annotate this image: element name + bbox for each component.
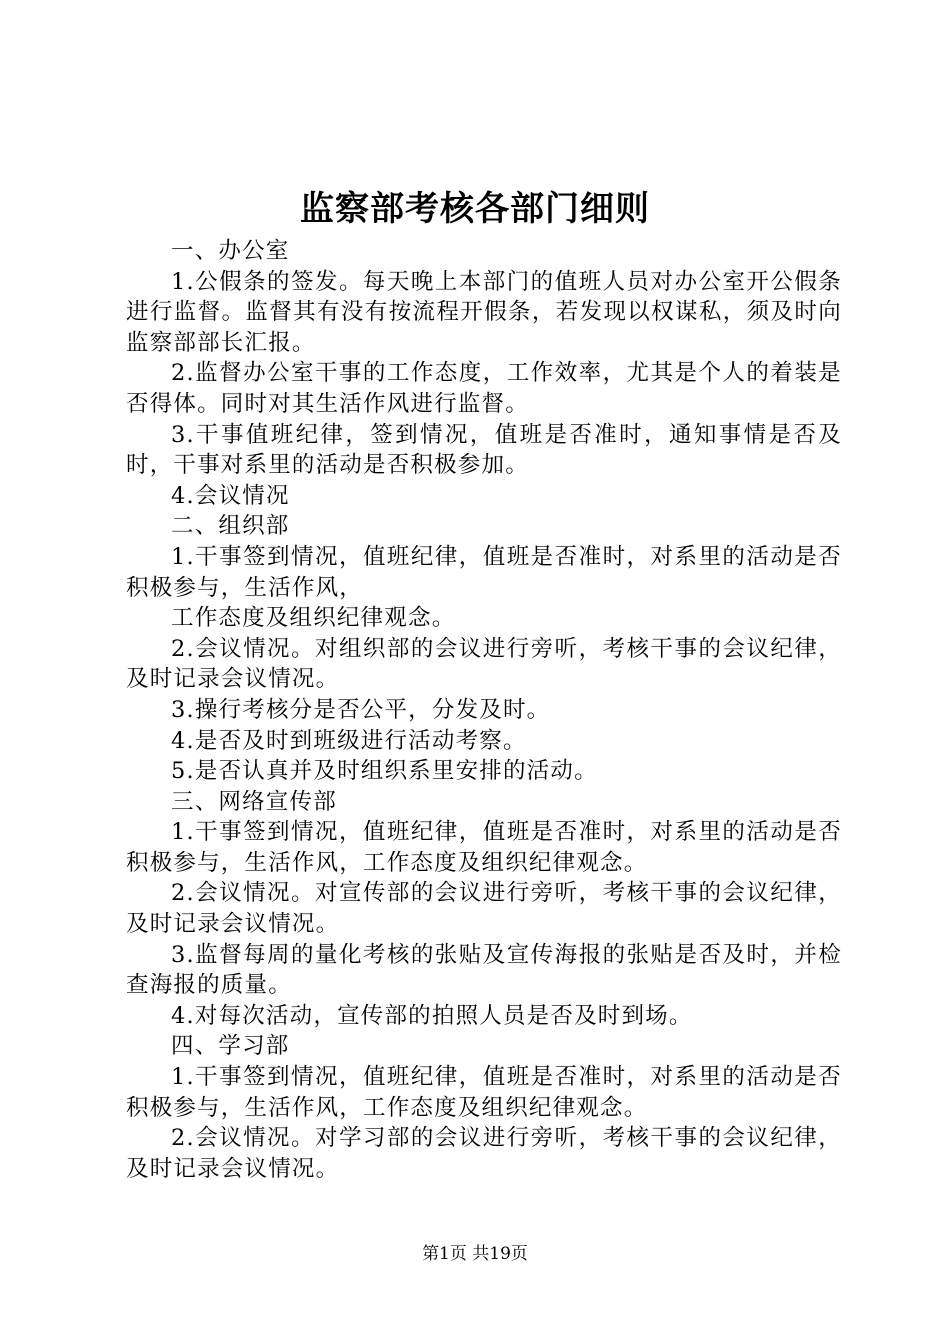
paragraph: 1.干事签到情况，值班纪律，值班是否准时，对系里的活动是否积极参与，生活作风，工作态度及组织纪律观念。 (126, 819, 842, 876)
paragraph: 3.监督每周的量化考核的张贴及宣传海报的张贴是否及时，并检查海报的质量。 (126, 941, 842, 999)
paragraph: 5.是否认真并及时组织系里安排的活动。 (171, 758, 598, 785)
paragraph: 1.公假条的签发。每天晚上本部门的值班人员对办公室开公假条进行监督。监督其有没有按流程开假条，若发现以权谋私，须及时向监察部部长汇报。 (126, 268, 842, 356)
document-body (126, 236, 842, 1184)
paragraph: 2.会议情况。对学习部的会议进行旁听，考核干事的会议纪律，及时记录会议情况。 (126, 1125, 842, 1182)
paragraph: 4.是否及时到班级进行活动考察。 (171, 727, 527, 754)
paragraph: 2.会议情况。对宣传部的会议进行旁听，考核干事的会议纪律，及时记录会议情况。 (126, 880, 842, 938)
page-number-footer: 第1页 共19页 (422, 1244, 528, 1264)
document-title: 监察部考核各部门细则 (300, 189, 650, 229)
paragraph: 4.会议情况 (171, 482, 290, 509)
section-heading-organization: 二、组织部 (171, 513, 290, 540)
paragraph: 工作态度及组织纪律观念。 (171, 605, 456, 632)
section-heading-study: 四、学习部 (171, 1033, 290, 1060)
paragraph: 2.监督办公室干事的工作态度，工作效率，尤其是个人的着装是否得体。同时对其生活作风进行监督。 (126, 360, 842, 417)
section-heading-network-publicity: 三、网络宣传部 (171, 788, 337, 815)
paragraph: 3.干事值班纪律，签到情况，值班是否准时，通知事情是否及时，干事对系里的活动是否积极参加。 (126, 421, 842, 479)
paragraph: 1.干事签到情况，值班纪律，值班是否准时，对系里的活动是否积极参与，生活作风，工作态度及组织纪律观念。 (126, 1064, 842, 1121)
section-heading-office: 一、办公室 (171, 238, 290, 264)
paragraph: 4.对每次活动，宣传部的拍照人员是否及时到场。 (171, 1002, 693, 1029)
paragraph: 2.会议情况。对组织部的会议进行旁听，考核干事的会议纪律，及时记录会议情况。 (126, 635, 842, 693)
paragraph: 3.操行考核分是否公平，分发及时。 (171, 696, 551, 723)
paragraph: 1.干事签到情况，值班纪律，值班是否准时，对系里的活动是否积极参与，生活作风， (126, 543, 842, 601)
